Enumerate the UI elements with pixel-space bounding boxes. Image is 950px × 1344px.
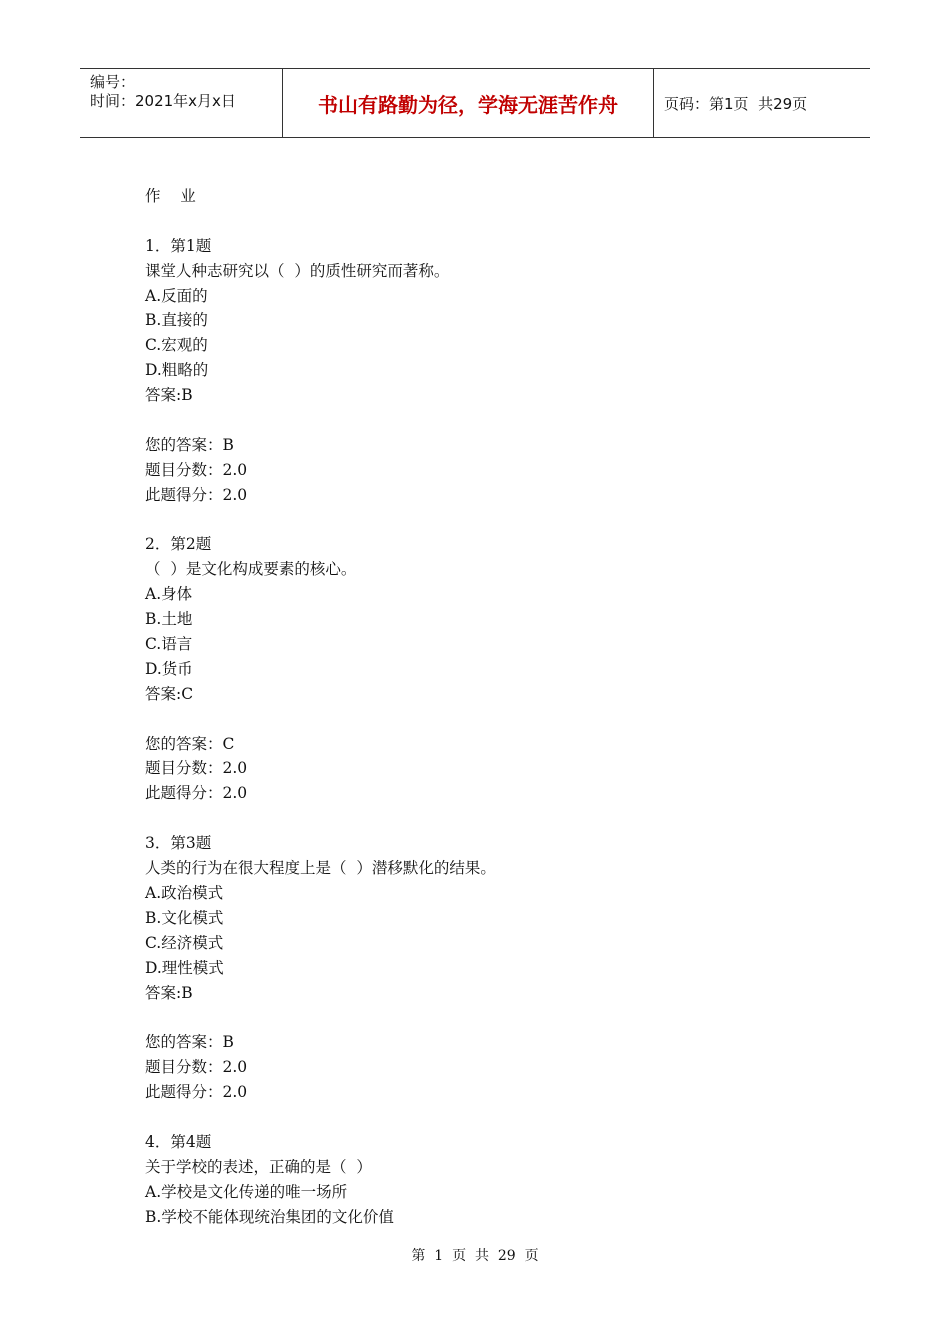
- question-block: [145, 831, 845, 1130]
- header-left-cell: [80, 69, 282, 137]
- got-score-line: 此题得分：2.0: [145, 485, 248, 504]
- option-c: C.语言: [145, 635, 193, 654]
- option-d: D.粗略的: [145, 361, 209, 380]
- score-line: 题目分数：2.0: [145, 759, 248, 778]
- option-c: C.宏观的: [145, 336, 208, 355]
- option-c: C.经济模式: [145, 933, 224, 952]
- option-a: A.反面的: [145, 286, 208, 305]
- question-heading: 3．第3题: [145, 834, 212, 853]
- got-score-line: 此题得分：2.0: [145, 784, 248, 803]
- option-b: B.土地: [145, 610, 193, 629]
- doc-title: 作 业: [145, 187, 196, 205]
- question-block: [145, 532, 845, 831]
- option-d: D.理性模式: [145, 958, 224, 977]
- your-answer-line: 您的答案：C: [145, 734, 235, 753]
- question-stem: （ ）是文化构成要素的核心。: [145, 560, 357, 579]
- time-label: 时间：2021年x月x日: [90, 92, 236, 110]
- option-a: A.身体: [145, 585, 193, 604]
- option-b: B.文化模式: [145, 908, 224, 927]
- question-block: [145, 1130, 845, 1230]
- document-body: [145, 184, 845, 1229]
- option-a: A.学校是文化传递的唯一场所: [145, 1182, 348, 1201]
- option-b: B.直接的: [145, 311, 208, 330]
- score-line: 题目分数：2.0: [145, 1058, 248, 1077]
- page-label: 页码：第1页 共29页: [664, 94, 808, 113]
- question-stem: 人类的行为在很大程度上是（ ）潜移默化的结果。: [145, 859, 496, 878]
- motto-text: 书山有路勤为径，学海无涯苦作舟: [318, 92, 618, 117]
- question-stem: 关于学校的表述，正确的是（ ）: [145, 1157, 372, 1176]
- your-answer-line: 您的答案：B: [145, 1033, 234, 1052]
- page-number-cell: [654, 69, 870, 137]
- question-stem: 课堂人种志研究以（ ）的质性研究而著称。: [145, 261, 450, 280]
- option-b: B.学校不能体现统治集团的文化价值: [145, 1207, 394, 1226]
- option-d: D.货币: [145, 659, 193, 678]
- answer-line: 答案:C: [145, 684, 194, 703]
- your-answer-line: 您的答案：B: [145, 435, 234, 454]
- page-footer: 第 1 页 共 29 页: [411, 1248, 539, 1264]
- question-block: [145, 234, 845, 533]
- answer-line: 答案:B: [145, 386, 193, 405]
- question-heading: 4．第4题: [145, 1132, 212, 1151]
- answer-line: 答案:B: [145, 983, 193, 1002]
- question-heading: 1．第1题: [145, 236, 212, 255]
- motto-cell: [282, 69, 654, 137]
- score-line: 题目分数：2.0: [145, 460, 248, 479]
- got-score-line: 此题得分：2.0: [145, 1083, 248, 1102]
- question-heading: 2．第2题: [145, 535, 212, 554]
- document-header: [80, 68, 870, 138]
- option-a: A.政治模式: [145, 883, 224, 902]
- serial-label: 编号：: [90, 73, 136, 91]
